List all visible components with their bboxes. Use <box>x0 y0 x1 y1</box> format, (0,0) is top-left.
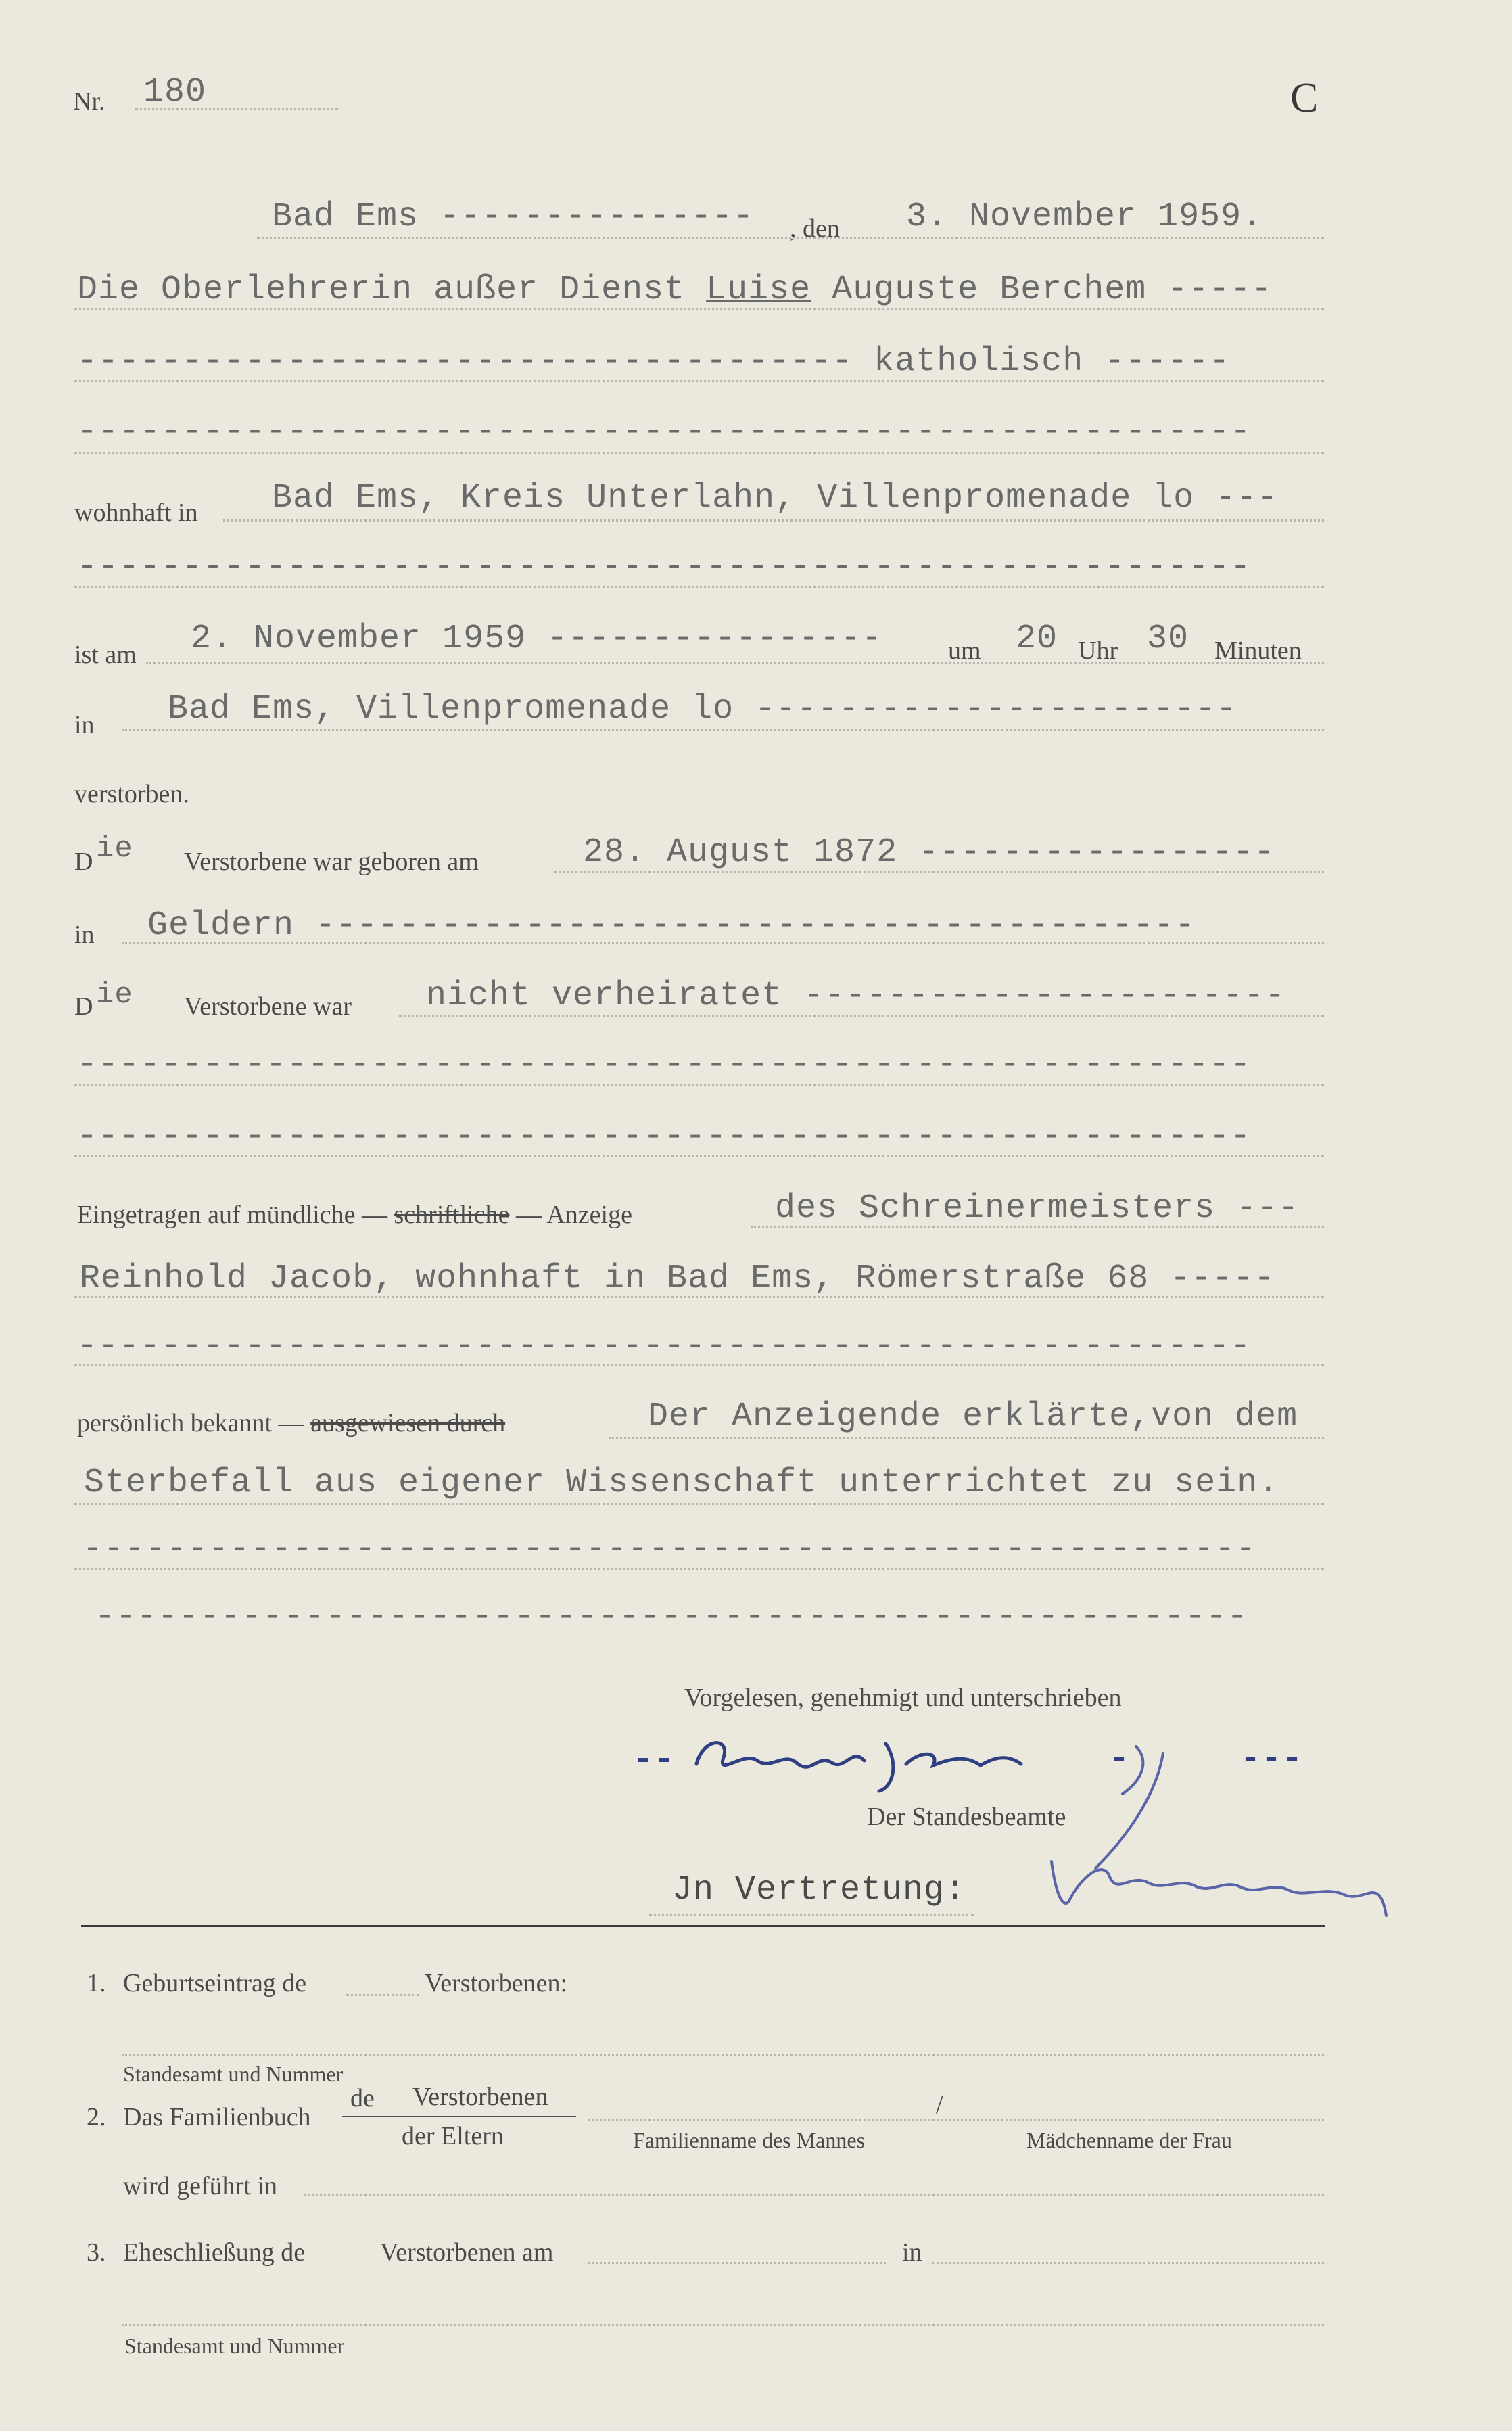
birth-entry-value: Verstorbenen: <box>425 1969 568 1997</box>
registration-label: Eingetragen auf mündliche — schriftliche — Anzeige <box>77 1201 632 1229</box>
birth-place: Geldern ------------------------------------------ <box>147 906 1196 945</box>
informant-title: des Schreinermeisters --- <box>775 1189 1300 1228</box>
registration-fill-line: -------------------------------------------------------- <box>77 1327 1252 1366</box>
death-date-line <box>146 662 1324 664</box>
registrar-label: Der Standesbeamte <box>867 1803 1066 1831</box>
kept-in-line <box>304 2194 1324 2196</box>
death-minute: 30 <box>1147 620 1189 658</box>
wife-maiden-name-label: Mädchenname der Frau <box>1026 2128 1232 2152</box>
registration-date: 3. November 1959. <box>906 198 1263 236</box>
kept-in-label: wird geführt in <box>123 2172 277 2200</box>
nr-dotted-line <box>135 108 338 110</box>
death-place-label: in <box>74 711 95 739</box>
identity-line <box>609 1437 1324 1439</box>
marital-line-3 <box>74 1155 1324 1157</box>
marriage-label: Eheschließung de <box>123 2238 306 2267</box>
signature-dash-right: --- <box>1240 1740 1304 1778</box>
um-label: um <box>948 636 981 665</box>
marriage-in-label: in <box>902 2238 922 2267</box>
form-letter: C <box>1290 75 1319 121</box>
death-hour: 20 <box>1016 620 1058 658</box>
marital-d-label: D <box>74 992 93 1021</box>
birth-label: Verstorbene war geboren am <box>184 848 479 876</box>
identity-line-2 <box>74 1503 1324 1505</box>
person-line-2 <box>74 380 1324 382</box>
signature-dash-left: -- <box>633 1741 676 1780</box>
registry-office-label: Standesamt und Nummer <box>123 2062 344 2086</box>
marriage-date-line <box>588 2262 886 2264</box>
birth-place-label: in <box>74 921 95 949</box>
death-place-line <box>122 729 1324 731</box>
marital-fill-line-2: -------------------------------------------------------- <box>77 1117 1252 1156</box>
substitute-line <box>649 1914 974 1916</box>
family-book-label: Das Familienbuch <box>123 2103 311 2131</box>
birth-date-line <box>554 871 1324 873</box>
marital-line <box>399 1015 1324 1017</box>
informant-statement-1: Der Anzeigende erklärte,von dem <box>648 1397 1298 1436</box>
death-date: 2. November 1959 ---------------- <box>191 620 883 658</box>
marital-article-suffix: ie <box>96 978 133 1012</box>
nr-label: Nr. <box>73 87 105 116</box>
footer-item-1-number: 1. <box>87 1969 106 1997</box>
verstorben-label: verstorben. <box>74 780 189 808</box>
husband-surname-label: Familienname des Mannes <box>633 2128 866 2152</box>
death-place: Bad Ems, Villenpromenade lo ----------------------- <box>168 690 1237 728</box>
read-approved-label: Vorgelesen, genehmigt und unterschrieben <box>684 1684 1122 1712</box>
marital-line-2 <box>74 1084 1324 1086</box>
nr-value: 180 <box>143 73 207 112</box>
registry-office-label-2: Standesamt und Nummer <box>124 2334 345 2358</box>
registration-line-3 <box>74 1364 1324 1366</box>
informant-name-address: Reinhold Jacob, wohnhaft in Bad Ems, Römerstraße 68 ----- <box>80 1259 1275 1298</box>
uhr-label: Uhr <box>1078 636 1118 665</box>
deceased-description: Die Oberlehrerin außer Dienst Luise Auguste Berchem ----- <box>77 271 1273 309</box>
registration-place: Bad Ems --------------- <box>272 198 755 236</box>
den-label: , den <box>790 214 840 243</box>
marriage-office-line <box>122 2324 1324 2326</box>
residence-value: Bad Ems, Kreis Unterlahn, Villenpromenade lo --- <box>272 479 1279 517</box>
birth-entry-line <box>122 2054 1324 2056</box>
place-date-line <box>257 237 1324 239</box>
person-line-3 <box>74 452 1324 454</box>
family-book-slash: / <box>936 2091 943 2119</box>
family-book-fraction-line <box>342 2116 576 2117</box>
marriage-value: Verstorbenen am <box>380 2238 554 2267</box>
birth-entry-suffix-line <box>346 1994 419 1996</box>
signature-dash-mid: - <box>1109 1740 1131 1778</box>
birth-article-suffix: ie <box>96 832 133 866</box>
marriage-place-line <box>932 2262 1324 2264</box>
registrar-signature <box>1028 1740 1420 1929</box>
residence-fill-line: -------------------------------------------------------- <box>77 548 1252 586</box>
residence-line-2 <box>74 586 1324 588</box>
section-divider <box>81 1925 1325 1927</box>
birth-d-label: D <box>74 848 93 876</box>
informant-signature <box>683 1723 1062 1798</box>
informant-statement-2: Sterbefall aus eigener Wissenschaft unterrichtet zu sein. <box>84 1464 1279 1502</box>
residence-label: wohnhaft in <box>74 499 198 527</box>
birth-entry-label: Geburtseintrag de <box>123 1969 307 1997</box>
registration-line <box>751 1226 1324 1228</box>
family-book-parents: der Eltern <box>402 2122 504 2150</box>
marital-status: nicht verheiratet ----------------------- <box>426 977 1286 1015</box>
identity-fill-line-2: ------------------------------------------------------- <box>95 1598 1248 1636</box>
residence-line <box>223 519 1324 522</box>
marital-label: Verstorbene war <box>184 992 352 1021</box>
family-book-deceased: Verstorbenen <box>412 2083 548 2111</box>
person-line-1 <box>74 308 1324 310</box>
birth-date: 28. August 1872 ----------------- <box>583 833 1275 872</box>
footer-item-2-number: 2. <box>87 2103 106 2131</box>
marital-fill-line-1: -------------------------------------------------------- <box>77 1046 1252 1084</box>
identity-label: persönlich bekannt — ausgewiesen durch <box>77 1409 506 1437</box>
death-date-label: ist am <box>74 641 137 669</box>
substitute-label: Jn Vertretung: <box>672 1871 966 1909</box>
identity-line-3 <box>74 1568 1324 1570</box>
registration-line-2 <box>74 1296 1324 1298</box>
family-book-line <box>588 2119 1324 2121</box>
birth-place-line <box>122 942 1324 944</box>
religion-line: ------------------------------------- katholisch ------ <box>77 342 1231 381</box>
identity-fill-line-1: -------------------------------------------------------- <box>82 1530 1257 1569</box>
person-fill-line: -------------------------------------------------------- <box>77 413 1252 451</box>
family-book-article: de <box>350 2084 375 2112</box>
minuten-label: Minuten <box>1214 636 1302 665</box>
footer-item-3-number: 3. <box>87 2238 106 2267</box>
